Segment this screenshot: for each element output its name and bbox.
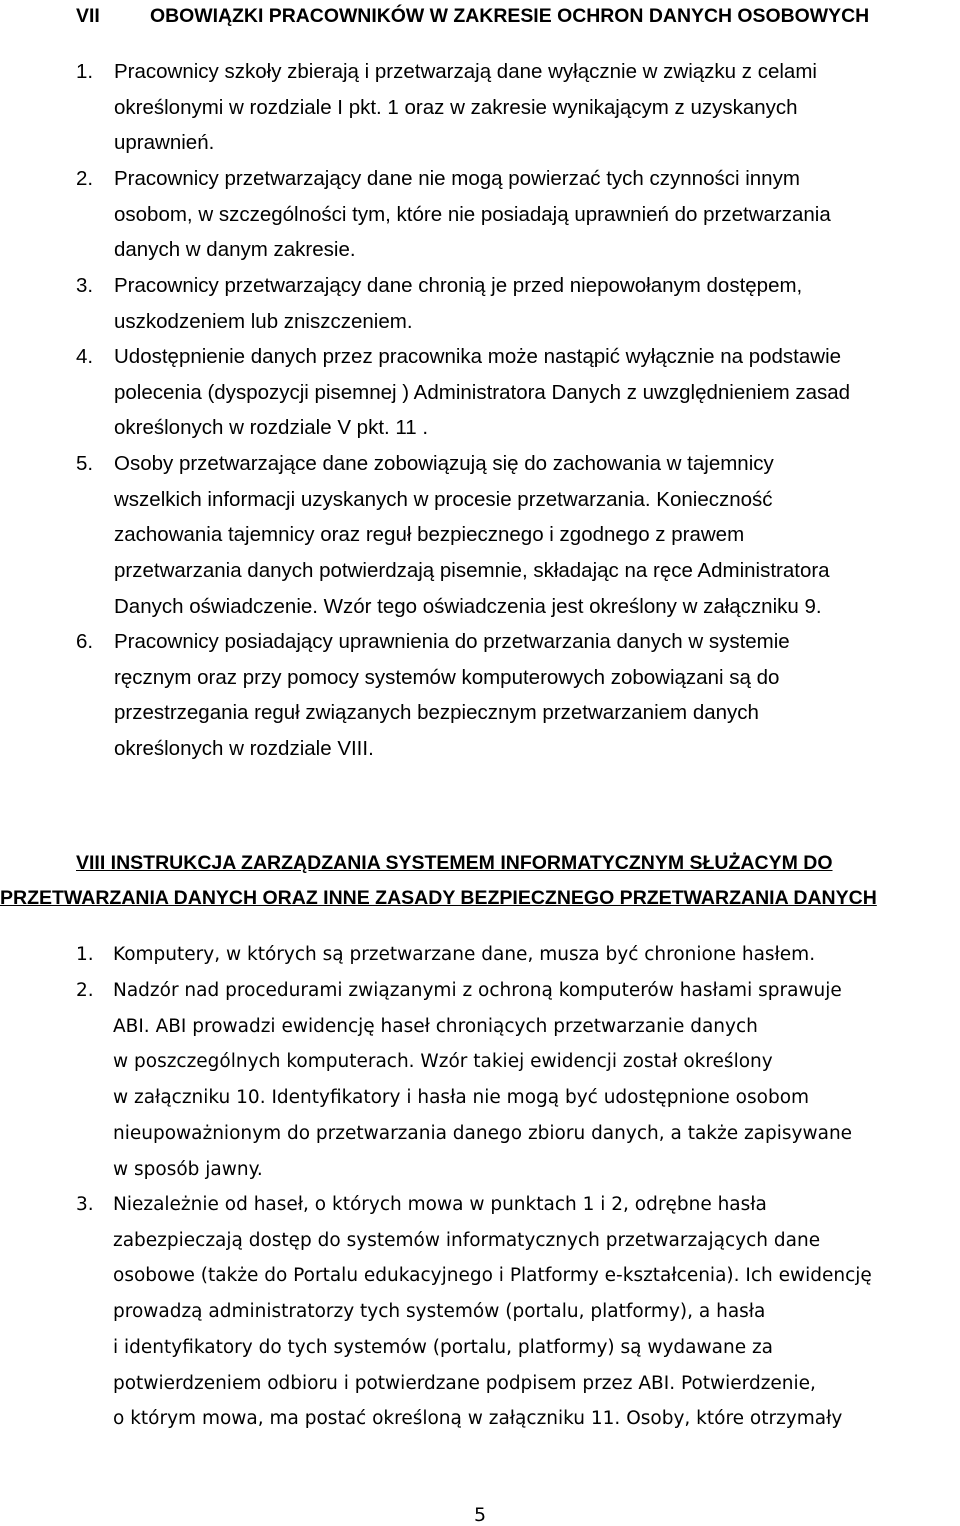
list-item-text-line: zabezpieczają dostęp do systemów informatycznych przetwarzających dane	[113, 1229, 821, 1251]
section-7-number: VII	[76, 5, 100, 27]
list-item-text-line: osobowe (także do Portalu edukacyjnego i Platformy e-kształcenia). Ich ewidencję	[113, 1265, 872, 1287]
list-item-text-line: i identyfikatory do tych systemów (portalu, platformy) są wydawane za	[113, 1336, 774, 1358]
list-item-text-line: określonymi w rozdziale I pkt. 1 oraz w zakresie wynikającym z uzyskanych	[114, 95, 798, 119]
section-7-title: OBOWIĄZKI PRACOWNIKÓW W ZAKRESIE OCHRON DANYCH OSOBOWYCH	[150, 5, 870, 27]
list-item-text-line: w poszczególnych komputerach. Wzór takiej ewidencji został określony	[113, 1051, 773, 1073]
list-item-text-line: Udostępnienie danych przez pracownika może nastąpić wyłącznie na podstawie	[114, 345, 842, 368]
list-item-text-line: potwierdzeniem odbioru i potwierdzane podpisem przez ABI. Potwierdzenie,	[113, 1372, 816, 1394]
list-item-text-line: określonych w rozdziale V pkt. 11 .	[114, 416, 429, 440]
list-item-text-line: określonych w rozdziale VIII.	[114, 737, 374, 761]
list-item-text-line: o którym mowa, ma postać określoną w załączniku 11. Osoby, które otrzymały	[113, 1408, 843, 1430]
list-item-text-line: nieupoważnionym do przetwarzania danego zbioru danych, a także zapisywane	[113, 1122, 853, 1144]
list-item-number: 5.	[76, 452, 94, 475]
list-item-text-line: uszkodzeniem lub zniszczeniem.	[114, 309, 413, 333]
list-item-text-line: uprawnień.	[114, 131, 215, 155]
list-item-number: 1.	[76, 944, 94, 965]
list-item-text-line: ręcznym oraz przy pomocy systemów komputerowych zobowiązani są do	[114, 665, 780, 689]
list-item-number: 6.	[76, 630, 94, 653]
list-item-text-line: przetwarzania danych potwierdzają pisemnie, składając na ręce Administratora	[114, 559, 830, 583]
list-item-number: 4.	[76, 345, 94, 368]
list-item-text-line: Danych oświadczenie. Wzór tego oświadczenia jest określony w załączniku 9.	[114, 594, 822, 618]
list-item-text-line: prowadzą administratorzy tych systemów (portalu, platformy), a hasła	[113, 1301, 766, 1323]
page-number: 5	[473, 1504, 487, 1526]
list-item-text-line: Komputery, w których są przetwarzane dane, musza być chronione hasłem.	[113, 944, 816, 965]
list-item-text-line: osobom, w szczególności tym, które nie posiadają uprawnień do przetwarzania	[114, 202, 831, 226]
list-item-text-line: ABI. ABI prowadzi ewidencję haseł chroniących przetwarzanie danych	[113, 1015, 758, 1037]
list-item-number: 3.	[76, 1194, 94, 1215]
list-item-text-line: w sposób jawny.	[113, 1158, 263, 1180]
list-item-text-line: danych w danym zakresie.	[114, 238, 356, 262]
list-item-text-line: Osoby przetwarzające dane zobowiązują się do zachowania w tajemnicy	[114, 452, 774, 475]
list-item-text-line: Nadzór nad procedurami związanymi z ochroną komputerów hasłami sprawuje	[113, 980, 842, 1001]
list-item-text-line: zachowania tajemnicy oraz reguł bezpiecznego i zgodnego z prawem	[114, 523, 745, 547]
section-8-title-line2: PRZETWARZANIA DANYCH ORAZ INNE ZASADY BEZPIECZNEGO PRZETWARZANIA DANYCH	[0, 887, 877, 909]
list-item-text-line: Pracownicy szkoły zbierają i przetwarzają dane wyłącznie w związku z celami	[114, 60, 817, 83]
list-item-text-line: przestrzegania reguł związanych bezpiecznym przetwarzaniem danych	[114, 701, 759, 725]
list-item-text-line: Niezależnie od haseł, o których mowa w punktach 1 i 2, odrębne hasła	[113, 1194, 767, 1215]
section-8-title-line1: VIII INSTRUKCJA ZARZĄDZANIA SYSTEMEM INFORMATYCZNYM SŁUŻACYM DO	[76, 852, 833, 874]
list-item-number: 2.	[76, 167, 94, 190]
list-item-text-line: Pracownicy posiadający uprawnienia do przetwarzania danych w systemie	[114, 630, 790, 653]
list-item-text-line: wszelkich informacji uzyskanych w procesie przetwarzania. Konieczność	[114, 487, 773, 511]
list-item-text-line: w załączniku 10. Identyfikatory i hasła nie mogą być udostępnione osobom	[113, 1087, 810, 1109]
list-item-text-line: polecenia (dyspozycji pisemnej ) Administratora Danych z uwzględnieniem zasad	[114, 380, 851, 404]
list-item-number: 3.	[76, 274, 94, 297]
list-item-text-line: Pracownicy przetwarzający dane chronią je przed niepowołanym dostępem,	[114, 274, 803, 297]
list-item-text-line: Pracownicy przetwarzający dane nie mogą powierzać tych czynności innym	[114, 167, 800, 190]
list-item-number: 2.	[76, 980, 94, 1001]
list-item-number: 1.	[76, 60, 94, 83]
